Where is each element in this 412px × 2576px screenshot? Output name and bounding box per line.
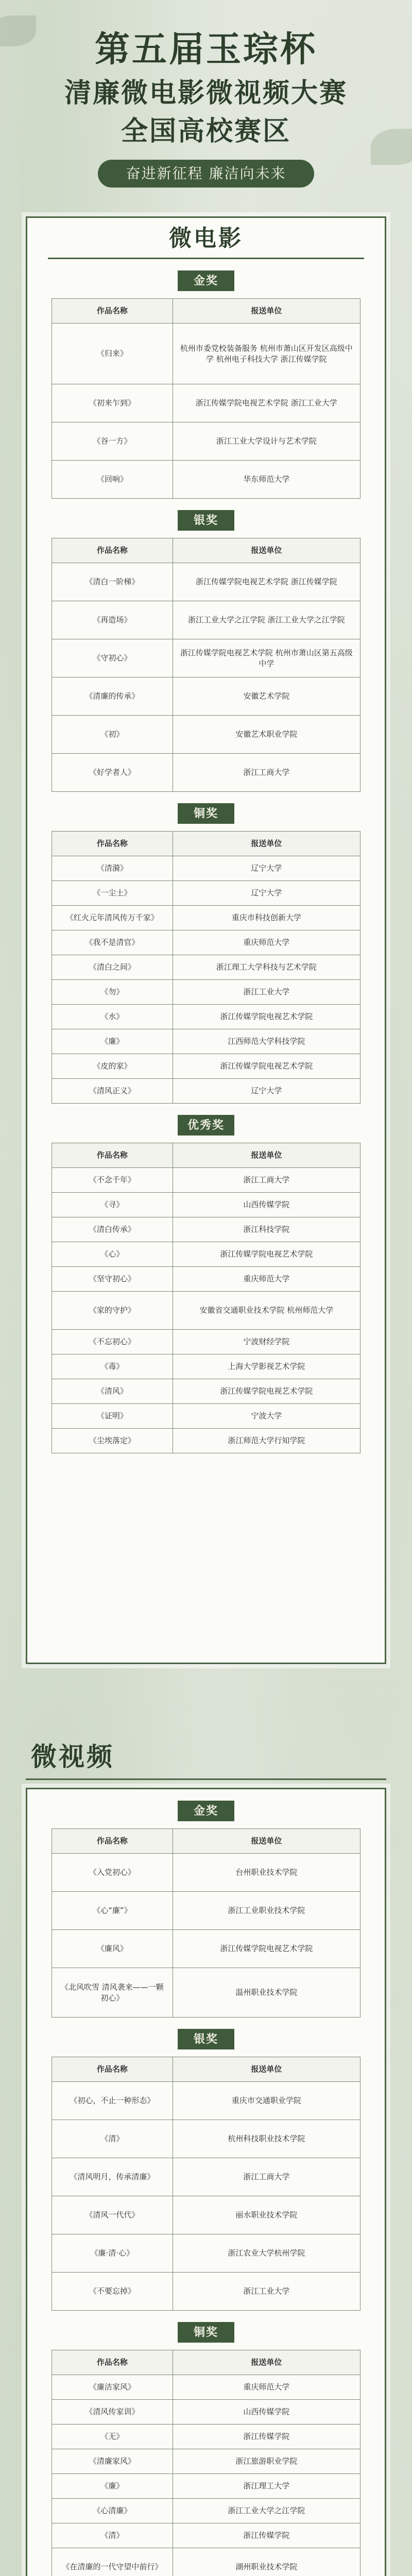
school-cell: 华东师范大学 — [173, 461, 360, 499]
work-cell: 《清风一代代》 — [52, 2196, 173, 2234]
table-row — [52, 1892, 360, 1930]
table-row — [52, 2449, 360, 2474]
table-row — [52, 1242, 360, 1267]
film-section — [26, 216, 386, 1664]
school-cell: 重庆师范大学 — [173, 1267, 360, 1292]
work-cell: 《无》 — [52, 2425, 173, 2449]
work-column-header: 作品名称 — [52, 1829, 173, 1854]
table-header-row — [52, 299, 360, 324]
table-row — [52, 1404, 360, 1429]
school-cell: 上海大学影视艺术学院 — [173, 1354, 360, 1379]
work-cell: 《清白一阶梯》 — [52, 563, 173, 601]
school-cell: 浙江工业大学设计与艺术学院 — [173, 422, 360, 461]
header — [0, 0, 412, 206]
work-cell: 《我不是清官》 — [52, 930, 173, 955]
school-cell: 安徽艺术职业学院 — [173, 716, 360, 754]
table-row — [52, 856, 360, 881]
table-row — [52, 2425, 360, 2449]
main-title: 第五届玉琮杯 — [94, 29, 317, 70]
work-cell: 《清》 — [52, 2523, 173, 2548]
table-row — [52, 716, 360, 754]
table-row — [52, 980, 360, 1005]
work-cell: 《证明》 — [52, 1404, 173, 1429]
school-cell: 浙江农业大学杭州学院 — [173, 2234, 360, 2273]
table-row — [52, 1354, 360, 1379]
table-row — [52, 1854, 360, 1892]
school-cell: 江西师范大学科技学院 — [173, 1029, 360, 1054]
work-cell: 《北风吹雪 清风袭来——一颗初心》 — [52, 1968, 173, 2018]
table-row — [52, 1429, 360, 1453]
table-row — [52, 1379, 360, 1404]
work-cell: 《清廉家风》 — [52, 2449, 173, 2474]
work-cell: 《皮的家》 — [52, 1054, 173, 1079]
table-row — [52, 2196, 360, 2234]
work-column-header: 作品名称 — [52, 2350, 173, 2375]
work-cell: 《毒》 — [52, 1354, 173, 1379]
table-row — [52, 906, 360, 930]
work-cell: 《寻》 — [52, 1193, 173, 1217]
table-row — [52, 1330, 360, 1354]
school-cell: 浙江科技学院 — [173, 1217, 360, 1242]
school-cell: 浙江工业职业技术学院 — [173, 1892, 360, 1930]
work-cell: 《清廉的传承》 — [52, 677, 173, 716]
school-cell: 浙江传媒学院电视艺术学院 浙江工业大学 — [173, 384, 360, 422]
school-cell: 浙江工业大学之江学院 — [173, 2499, 360, 2523]
table-header-row — [52, 1143, 360, 1168]
school-cell: 浙江传媒学院电视艺术学院 浙江传媒学院 — [173, 563, 360, 601]
school-cell: 宁波大学 — [173, 1404, 360, 1429]
table-row — [52, 2548, 360, 2576]
video-bronze-heading: 铜奖 — [178, 2322, 234, 2343]
film-silver-table — [52, 538, 360, 792]
work-cell: 《廉洁家风》 — [52, 2375, 173, 2400]
school-column-header: 报送单位 — [173, 1143, 360, 1168]
table-row — [52, 422, 360, 461]
video-section — [26, 1788, 386, 2576]
work-cell: 《心“廉”》 — [52, 1892, 173, 1930]
school-cell: 浙江工业大学 — [173, 2273, 360, 2311]
table-row — [52, 563, 360, 601]
video-silver-heading: 银奖 — [178, 2029, 234, 2049]
table-row — [52, 1930, 360, 1968]
school-cell: 山西传媒学院 — [173, 1193, 360, 1217]
school-cell: 浙江工商大学 — [173, 2158, 360, 2196]
video-gold-table — [52, 1828, 360, 2018]
table-row — [52, 881, 360, 906]
work-cell: 《廉》 — [52, 1029, 173, 1054]
video-section-title: 微视频 — [26, 1734, 386, 1780]
work-cell: 《再造场》 — [52, 601, 173, 639]
school-cell: 浙江师范大学行知学院 — [173, 1429, 360, 1453]
video-bronze-table — [52, 2350, 360, 2576]
table-row — [52, 324, 360, 384]
work-cell: 《清风正义》 — [52, 1079, 173, 1104]
school-cell: 安徽省交通职业技术学院 杭州师范大学 — [173, 1292, 360, 1330]
school-cell: 浙江传媒学院电视艺术学院 — [173, 1054, 360, 1079]
work-cell: 《清漪》 — [52, 856, 173, 881]
work-cell: 《不忘初心》 — [52, 1330, 173, 1354]
school-cell: 重庆市科技创新大学 — [173, 906, 360, 930]
school-cell: 辽宁大学 — [173, 881, 360, 906]
film-excellence-table — [52, 1143, 360, 1453]
table-row — [52, 1079, 360, 1104]
table-row — [52, 1054, 360, 1079]
table-row — [52, 677, 360, 716]
school-cell: 浙江旅游职业学院 — [173, 2449, 360, 2474]
work-column-header: 作品名称 — [52, 1143, 173, 1168]
table-row — [52, 2234, 360, 2273]
work-cell: 《一尘土》 — [52, 881, 173, 906]
school-cell: 浙江传媒学院电视艺术学院 杭州市萧山区第五高级中学 — [173, 639, 360, 677]
film-bronze-heading: 铜奖 — [178, 803, 234, 824]
work-cell: 《清》 — [52, 2120, 173, 2158]
school-cell: 辽宁大学 — [173, 856, 360, 881]
table-row — [52, 1168, 360, 1193]
work-cell: 《清风明月，传承清廉》 — [52, 2158, 173, 2196]
school-column-header: 报送单位 — [173, 2350, 360, 2375]
school-cell: 台州职业技术学院 — [173, 1854, 360, 1892]
work-cell: 《尘埃落定》 — [52, 1429, 173, 1453]
table-header-row — [52, 2057, 360, 2082]
work-cell: 《心》 — [52, 1242, 173, 1267]
table-row — [52, 754, 360, 792]
table-row — [52, 384, 360, 422]
table-row — [52, 2273, 360, 2311]
film-silver-heading: 银奖 — [178, 510, 234, 531]
table-row — [52, 1292, 360, 1330]
school-cell: 安徽艺术学院 — [173, 677, 360, 716]
slogan-banner: 奋进新征程 廉洁向未来 — [98, 160, 314, 188]
table-row — [52, 2400, 360, 2425]
table-row — [52, 1029, 360, 1054]
work-cell: 《好学者人》 — [52, 754, 173, 792]
table-header-row — [52, 832, 360, 856]
work-cell: 《心清廉》 — [52, 2499, 173, 2523]
school-cell: 宁波财经学院 — [173, 1330, 360, 1354]
work-cell: 《廉风》 — [52, 1930, 173, 1968]
work-cell: 《廉·清·心》 — [52, 2234, 173, 2273]
subtitle-division: 全国高校赛区 — [121, 115, 291, 147]
work-cell: 《清风传家训》 — [52, 2400, 173, 2425]
school-cell: 重庆师范大学 — [173, 2375, 360, 2400]
work-column-header: 作品名称 — [52, 832, 173, 856]
work-cell: 《勿》 — [52, 980, 173, 1005]
school-cell: 杭州市委党校装备服务 杭州市萧山区开发区高级中学 杭州电子科技大学 浙江传媒学院 — [173, 324, 360, 384]
work-cell: 《廉》 — [52, 2474, 173, 2499]
film-gold-table — [52, 298, 360, 499]
work-cell: 《不要忘掉》 — [52, 2273, 173, 2311]
school-cell: 浙江传媒学院电视艺术学院 — [173, 1005, 360, 1029]
work-cell: 《初心，不止一种形态》 — [52, 2082, 173, 2120]
film-excellence-heading: 优秀奖 — [178, 1115, 234, 1136]
table-row — [52, 639, 360, 677]
school-cell: 重庆师范大学 — [173, 930, 360, 955]
school-cell: 山西传媒学院 — [173, 2400, 360, 2425]
school-cell: 丽水职业技术学院 — [173, 2196, 360, 2234]
table-header-row — [52, 1829, 360, 1854]
work-column-header: 作品名称 — [52, 2057, 173, 2082]
school-cell: 浙江工业大学之江学院 浙江工业大学之江学院 — [173, 601, 360, 639]
work-cell: 《清白之间》 — [52, 955, 173, 980]
video-silver-table — [52, 2057, 360, 2311]
table-row — [52, 1193, 360, 1217]
work-cell: 《初来乍到》 — [52, 384, 173, 422]
school-cell: 辽宁大学 — [173, 1079, 360, 1104]
school-cell: 浙江传媒学院电视艺术学院 — [173, 1930, 360, 1968]
table-row — [52, 2523, 360, 2548]
film-bronze-table — [52, 831, 360, 1104]
table-header-row — [52, 2350, 360, 2375]
school-cell: 重庆市交通职业学院 — [173, 2082, 360, 2120]
table-row — [52, 1217, 360, 1242]
table-row — [52, 2375, 360, 2400]
work-cell: 《归来》 — [52, 324, 173, 384]
video-gold-heading: 金奖 — [178, 1801, 234, 1821]
work-cell: 《谷一方》 — [52, 422, 173, 461]
work-cell: 《不念千年》 — [52, 1168, 173, 1193]
school-cell: 温州职业技术学院 — [173, 1968, 360, 2018]
table-row — [52, 955, 360, 980]
work-cell: 《坚守初心》 — [52, 1267, 173, 1292]
work-cell: 《红火元年清风传万千家》 — [52, 906, 173, 930]
work-cell: 《初》 — [52, 716, 173, 754]
school-column-header: 报送单位 — [173, 538, 360, 563]
work-cell: 《水》 — [52, 1005, 173, 1029]
table-row — [52, 601, 360, 639]
work-column-header: 作品名称 — [52, 538, 173, 563]
school-cell: 浙江工商大学 — [173, 1168, 360, 1193]
school-cell: 杭州科技职业技术学院 — [173, 2120, 360, 2158]
school-cell: 湖州职业技术学院 — [173, 2548, 360, 2576]
film-gold-heading: 金奖 — [178, 270, 234, 291]
work-cell: 《家的守护》 — [52, 1292, 173, 1330]
work-cell: 《守初心》 — [52, 639, 173, 677]
school-column-header: 报送单位 — [173, 832, 360, 856]
table-row — [52, 930, 360, 955]
table-header-row — [52, 538, 360, 563]
film-section-title: 微电影 — [48, 218, 364, 259]
school-cell: 浙江传媒学院 — [173, 2523, 360, 2548]
school-cell: 浙江工商大学 — [173, 754, 360, 792]
table-row — [52, 461, 360, 499]
subtitle-contest: 清廉微电影微视频大赛 — [64, 77, 348, 109]
school-column-header: 报送单位 — [173, 299, 360, 324]
work-cell: 《清白传承》 — [52, 1217, 173, 1242]
table-row — [52, 1005, 360, 1029]
school-cell: 浙江理工大学科技与艺术学院 — [173, 955, 360, 980]
school-cell: 浙江传媒学院电视艺术学院 — [173, 1379, 360, 1404]
work-cell: 《回响》 — [52, 461, 173, 499]
school-column-header: 报送单位 — [173, 2057, 360, 2082]
table-row — [52, 2499, 360, 2523]
table-row — [52, 1267, 360, 1292]
school-cell: 浙江传媒学院电视艺术学院 — [173, 1242, 360, 1267]
table-row — [52, 2158, 360, 2196]
school-cell: 浙江传媒学院 — [173, 2425, 360, 2449]
table-row — [52, 2082, 360, 2120]
work-column-header: 作品名称 — [52, 299, 173, 324]
work-cell: 《在清廉的一代守望中前行》 — [52, 2548, 173, 2576]
table-row — [52, 2120, 360, 2158]
school-column-header: 报送单位 — [173, 1829, 360, 1854]
school-cell: 浙江工业大学 — [173, 980, 360, 1005]
table-row — [52, 1968, 360, 2018]
work-cell: 《清风》 — [52, 1379, 173, 1404]
school-cell: 浙江理工大学 — [173, 2474, 360, 2499]
work-cell: 《入党初心》 — [52, 1854, 173, 1892]
table-row — [52, 2474, 360, 2499]
